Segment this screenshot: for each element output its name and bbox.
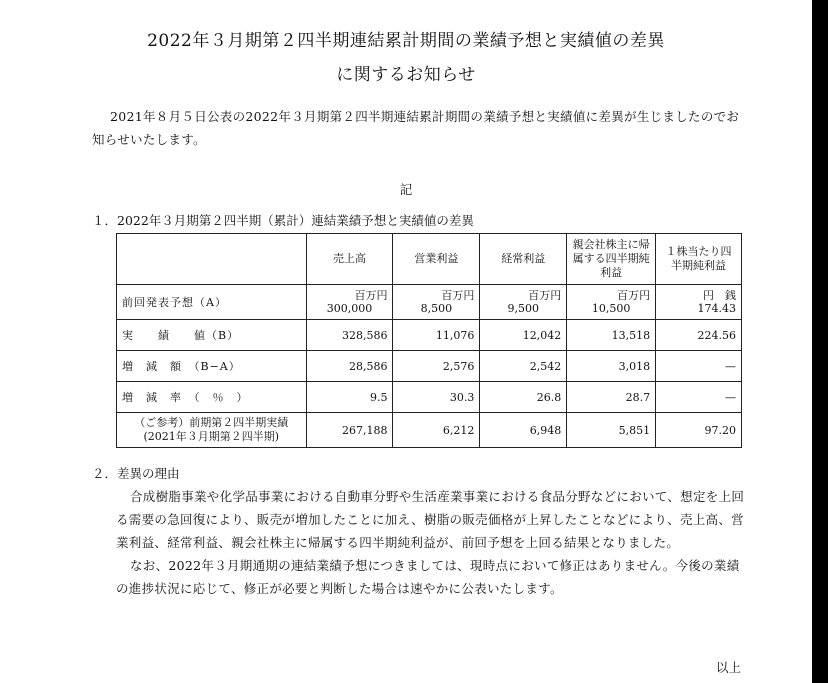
- ki-marker: 記: [399, 182, 413, 197]
- table-cell: [656, 285, 742, 320]
- table-header-row: [117, 234, 742, 285]
- row-label-line1: （ご参考）前期第２四半期実績: [134, 416, 289, 429]
- row-label: [117, 413, 307, 448]
- row-label: 実 績 値（B）: [117, 320, 307, 351]
- table-row: [117, 413, 742, 448]
- header-blank: [117, 234, 307, 285]
- unit-label: 百万円: [354, 289, 388, 302]
- unit-label: 円 銭: [703, 289, 736, 302]
- cell-value: 28,586: [306, 351, 393, 382]
- table-cell: [306, 285, 393, 320]
- cell-value: 26.8: [480, 382, 567, 413]
- cell-value: 267,188: [306, 413, 393, 448]
- table-row: [117, 285, 742, 320]
- section2-heading: ２．差異の理由: [92, 466, 180, 481]
- cell-value: 8,500: [420, 302, 453, 315]
- cell-value: 224.56: [656, 320, 742, 351]
- cell-value: 328,586: [306, 320, 393, 351]
- table-cell: [393, 285, 480, 320]
- reason-paragraph-1: 合成樹脂事業や化学品事業における自動車分野や生活産業事業における食品分野などにおいて、想定を上回る需要の急回復により、販売が増加したことに加え、樹脂の販売価格が上昇したことなどにより、売上高、営業利益、経常利益、親会社株主に帰属する四半期純利益が、前回予想を上回る結果となりました。: [116, 489, 745, 550]
- document-title-line1: 2022年３月期第２四半期連結累計期間の業績予想と実績値の差異: [147, 31, 665, 51]
- row-label-line2: (2021年３月期第２四半期): [143, 430, 280, 443]
- cell-value: —: [656, 351, 742, 382]
- document-title-line2: に関するお知らせ: [336, 65, 476, 85]
- reason-paragraph-2: なお、2022年３月期通期の連結業績予想につきましては、現時点において修正はありません。今後の業績の進捗状況に応じて、修正が必要と判断した場合は速やかに公表いたします。: [116, 558, 740, 596]
- cell-value: 9,500: [507, 302, 540, 315]
- cell-value: 2,576: [393, 351, 480, 382]
- cell-value: 28.7: [567, 382, 656, 413]
- row-label: 前回発表予想（A）: [117, 285, 307, 320]
- unit-label: 百万円: [528, 289, 562, 302]
- header-eps: １株当たり四半期純利益: [656, 234, 742, 285]
- unit-label: 百万円: [441, 289, 475, 302]
- table-row: [117, 382, 742, 413]
- closing-mark: 以上: [716, 660, 742, 675]
- unit-label: 百万円: [617, 289, 651, 302]
- cell-value: 97.20: [656, 413, 742, 448]
- results-table: [116, 233, 742, 448]
- header-net-income: 親会社株主に帰属する四半期純利益: [567, 234, 656, 285]
- table-cell: [567, 285, 656, 320]
- header-operating-income: 営業利益: [393, 234, 480, 285]
- row-label: 増 減 率 （ ％ ）: [117, 382, 307, 413]
- cell-value: 13,518: [567, 320, 656, 351]
- cell-value: —: [656, 382, 742, 413]
- cell-value: 2,542: [480, 351, 567, 382]
- header-ordinary-income: 経常利益: [480, 234, 567, 285]
- cell-value: 10,500: [591, 302, 631, 315]
- cell-value: 3,018: [567, 351, 656, 382]
- section1-heading: １．2022年３月期第２四半期（累計）連結業績予想と実績値の差異: [92, 213, 474, 228]
- intro-paragraph: 2021年８月５日公表の2022年３月期第２四半期連結累計期間の業績予想と実績値に差異が生じましたのでお知らせいたします。: [92, 109, 740, 147]
- header-sales: 売上高: [306, 234, 393, 285]
- cell-value: 11,076: [393, 320, 480, 351]
- table-row: [117, 320, 742, 351]
- cell-value: 12,042: [480, 320, 567, 351]
- table-row: [117, 351, 742, 382]
- cell-value: 9.5: [306, 382, 393, 413]
- cell-value: 5,851: [567, 413, 656, 448]
- row-label: 増 減 額 （B−A）: [117, 351, 307, 382]
- cell-value: 174.43: [697, 302, 736, 315]
- table-cell: [480, 285, 567, 320]
- cell-value: 6,948: [480, 413, 567, 448]
- reason-body: [116, 485, 752, 600]
- cell-value: 30.3: [393, 382, 480, 413]
- cell-value: 300,000: [326, 302, 373, 315]
- cell-value: 6,212: [393, 413, 480, 448]
